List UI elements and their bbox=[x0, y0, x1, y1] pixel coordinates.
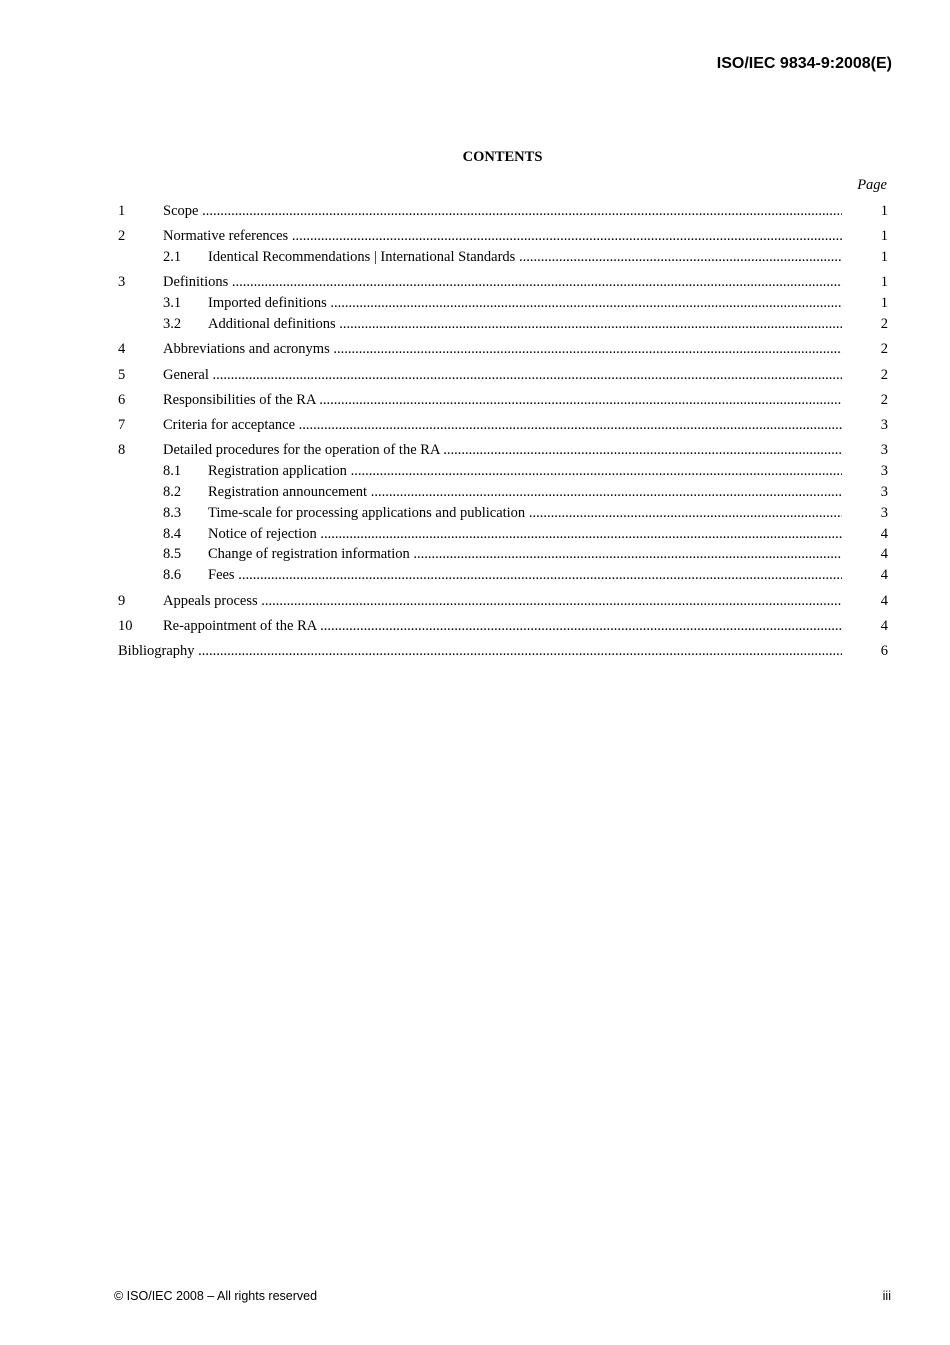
toc-entry-title[interactable]: Registration application ..... bbox=[208, 461, 842, 482]
toc-entry[interactable] bbox=[118, 616, 888, 637]
toc-entry-number: 1 bbox=[118, 203, 126, 219]
toc-entry[interactable] bbox=[118, 365, 888, 386]
toc-entry-page: 3 bbox=[880, 417, 888, 434]
toc-entry-page: 1 bbox=[880, 228, 888, 245]
toc-entry-number: 3 bbox=[118, 274, 126, 291]
toc-entry-page: 1 bbox=[880, 295, 888, 312]
toc-entry-page: 2 bbox=[880, 341, 888, 358]
page-column-label: Page bbox=[857, 177, 887, 193]
toc-entry-page: 3 bbox=[880, 484, 888, 501]
toc-entry-page: 2 bbox=[880, 315, 888, 332]
toc-entry-page: 4 bbox=[880, 617, 888, 634]
toc-entry-title[interactable]: Identical Recommendations | International Standards ..... bbox=[208, 247, 842, 268]
copyright-notice: © ISO/IEC 2008 – All rights reserved bbox=[114, 1289, 318, 1303]
toc-entry-title[interactable]: Appeals process ..... bbox=[163, 591, 842, 612]
toc-entry-number: 8 bbox=[118, 442, 126, 459]
table-of-contents bbox=[118, 201, 888, 662]
toc-entry[interactable] bbox=[118, 544, 888, 565]
toc-entry[interactable] bbox=[118, 415, 888, 436]
toc-entry-title[interactable]: Detailed procedures for the operation of the RA ..... bbox=[163, 440, 842, 461]
toc-entry[interactable] bbox=[118, 390, 888, 411]
toc-entry-page: 2 bbox=[880, 391, 888, 408]
toc-entry-page: 3 bbox=[880, 463, 888, 480]
toc-entry-number: 8.4 bbox=[163, 525, 182, 542]
toc-entry-page: 4 bbox=[880, 592, 888, 609]
toc-entry-number: 8.2 bbox=[163, 484, 182, 501]
toc-entry[interactable] bbox=[118, 503, 888, 524]
toc-entry-title[interactable]: Abbreviations and acronyms ..... bbox=[163, 339, 842, 360]
toc-entry-page: 2 bbox=[880, 366, 888, 383]
toc-entry-title[interactable]: Registration announcement ..... bbox=[208, 482, 842, 503]
toc-entry-number: 9 bbox=[118, 592, 126, 609]
toc-entry-title[interactable]: Responsibilities of the RA ..... bbox=[163, 390, 842, 411]
toc-entry[interactable] bbox=[118, 247, 888, 268]
toc-entry-number: 3.1 bbox=[163, 295, 182, 312]
toc-entry[interactable] bbox=[118, 461, 888, 482]
toc-entry-number: 8.5 bbox=[163, 546, 182, 563]
toc-entry[interactable] bbox=[118, 272, 888, 293]
document-header: ISO/IEC 9834-9:2008(E) bbox=[716, 55, 892, 72]
toc-entry-number: 8.1 bbox=[163, 463, 182, 480]
toc-entry[interactable] bbox=[118, 482, 888, 503]
toc-entry-title[interactable]: Definitions ..... bbox=[163, 272, 842, 293]
toc-entry-number: 8.6 bbox=[163, 567, 182, 584]
toc-entry[interactable] bbox=[118, 641, 888, 662]
toc-entry[interactable] bbox=[118, 293, 888, 314]
toc-entry-page: 3 bbox=[880, 504, 888, 521]
toc-entry-title[interactable]: Fees ..... bbox=[208, 565, 842, 586]
toc-entry[interactable] bbox=[118, 565, 888, 586]
toc-entry-title[interactable]: Additional definitions ..... bbox=[208, 314, 842, 335]
toc-entry-page: 1 bbox=[880, 203, 888, 219]
toc-entry-number: 5 bbox=[118, 366, 126, 383]
toc-entry-title[interactable]: Criteria for acceptance ..... bbox=[163, 415, 842, 436]
toc-entry-page: 4 bbox=[880, 567, 888, 584]
toc-entry-number: 6 bbox=[118, 391, 126, 408]
toc-entry-number: 3.2 bbox=[163, 315, 182, 332]
toc-entry-title[interactable]: Time-scale for processing applications and publication ..... bbox=[208, 503, 842, 524]
toc-entry-page: 4 bbox=[880, 525, 888, 542]
toc-entry-page: 6 bbox=[880, 643, 888, 660]
toc-entry-title[interactable]: Bibliography ..... bbox=[118, 641, 842, 662]
toc-entry-number: 7 bbox=[118, 417, 126, 434]
toc-entry-page: 1 bbox=[880, 249, 888, 266]
toc-entry-title[interactable]: Normative references ..... bbox=[163, 226, 842, 247]
toc-entry-title[interactable]: Re-appointment of the RA ..... bbox=[163, 616, 842, 637]
toc-entry-title[interactable]: General ..... bbox=[163, 365, 842, 386]
toc-entry-page: 3 bbox=[880, 442, 888, 459]
toc-entry-number: 8.3 bbox=[163, 504, 182, 521]
toc-entry[interactable] bbox=[118, 440, 888, 461]
toc-entry[interactable] bbox=[118, 591, 888, 612]
toc-entry-title[interactable]: Scope ..... bbox=[163, 201, 842, 222]
toc-entry-page: 1 bbox=[880, 274, 888, 291]
toc-entry-number: 4 bbox=[118, 341, 126, 358]
toc-entry-title[interactable]: Change of registration information ..... bbox=[208, 544, 842, 565]
toc-entry[interactable] bbox=[118, 226, 888, 247]
toc-entry-number: 2.1 bbox=[163, 249, 182, 266]
toc-entry[interactable] bbox=[118, 201, 888, 222]
toc-entry[interactable] bbox=[118, 339, 888, 360]
toc-entry[interactable] bbox=[118, 314, 888, 335]
page-number: iii bbox=[882, 1289, 891, 1303]
toc-entry-page: 4 bbox=[880, 546, 888, 563]
toc-entry-title[interactable]: Imported definitions ..... bbox=[208, 293, 842, 314]
contents-title: CONTENTS bbox=[462, 149, 543, 165]
toc-entry[interactable] bbox=[118, 524, 888, 545]
toc-entry-number: 10 bbox=[118, 617, 133, 634]
toc-entry-number: 2 bbox=[118, 228, 126, 245]
toc-entry-title[interactable]: Notice of rejection ..... bbox=[208, 524, 842, 545]
